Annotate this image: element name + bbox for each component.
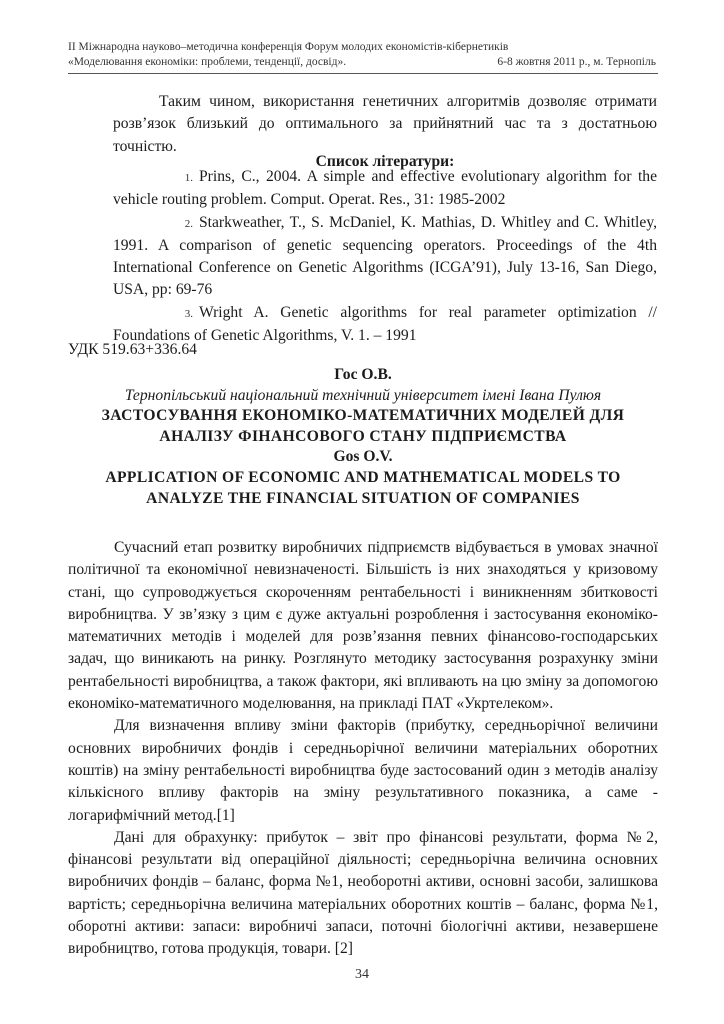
page-number: 34 <box>355 967 369 982</box>
reference-number: 1. <box>184 172 193 184</box>
conclusion-paragraph: Таким чином, використання генетичних алгоритмів дозволяє отримати розв’язок близький до оптимального за прийнятний час та з достатньою точністю. <box>113 93 657 155</box>
body-paragraph-1: Сучасний етап розвитку виробничих підприємств відбувається в умовах значної політичної та економічної невизначеності. Більшість із них знаходяться у кризовому стані, що супроводжується скороченням рентабельності і виникненням збитковості виробництва. У зв’язку з цим є дуже актуальні розроблення і застосування економіко-математичних методів і моделей для розв’язання певних фінансово-господарських задач, що виникають на ринку. Розглянуто методику застосування розрахунку зміни рентабельності виробництва, а також фактори, які впливають на цю зміну за допомогою економіко-математичного моделювання, на прикладі ПАТ «Укртелеком». <box>68 539 658 713</box>
header-line-1: II Міжнародна науково–методична конференція Форум молодих економістів-кібернетиків <box>68 41 509 53</box>
header-divider <box>68 73 658 74</box>
reference-number: 3. <box>184 307 193 320</box>
reference-number: 2. <box>184 217 193 230</box>
reference-text: Starkweather, T., S. McDaniel, K. Mathias, D. Whitley and C. Whitley, 1991. A comparison of genetic sequencing operators. Proceedings of the 4th International Conference on Genetic Algorithms (ICGA’91), July 13-16, San Diego, USA, pp: 69-76 <box>113 213 657 299</box>
article-body <box>68 537 658 961</box>
udk-code: УДК 519.63+336.64 <box>68 341 197 358</box>
author-ua: Гос О.В. <box>334 366 392 383</box>
title-ua-line-1: ЗАСТОСУВАННЯ ЕКОНОМІКО-МАТЕМАТИЧНИХ МОДЕЛЕЙ ДЛЯ <box>101 407 625 425</box>
reference-item <box>113 166 657 212</box>
references-title: Список літератури: <box>315 153 455 170</box>
article-title-block <box>68 365 658 509</box>
references-list <box>113 166 657 347</box>
reference-item <box>113 212 657 302</box>
header-line-2 <box>68 55 656 70</box>
reference-text: Prins, C., 2004. A simple and effective evolutionary algorithm for the vehicle routing problem. Comput. Operat. Res., 31: 1985-2002 <box>113 168 657 209</box>
previous-article-conclusion <box>113 91 657 158</box>
body-paragraph-2: Для визначення впливу зміни факторів (прибутку, середньорічної величини основних виробничих фондів і середньорічної величини матеріальних оборотних коштів) на зміну рентабельності виробництва буде застосований один з методів аналізу кількісного впливу факторів на зміну результативного показника, а саме - логарифмічний метод.[1] <box>68 717 658 824</box>
affiliation: Тернопільський національний технічний університет імені Івана Пулюя <box>124 386 602 404</box>
header-date-place: 6-8 жовтня 2011 р., м. Тернопіль <box>497 56 656 68</box>
title-en-line-2: ANALYZE THE FINANCIAL SITUATION OF COMPANIES <box>146 489 580 507</box>
title-ua-line-2: АНАЛІЗУ ФІНАНСОВОГО СТАНУ ПІДПРИЄМСТВА <box>159 427 567 445</box>
reference-text: Wright A. Genetic algorithms for real parameter optimization // Foundations of Genetic Algorithms, V. 1. – 1991 <box>113 303 657 345</box>
author-en: Gos O.V. <box>333 448 393 466</box>
conference-header <box>68 40 656 70</box>
header-conference-title: «Моделювання економіки: проблеми, тенденції, досвід». <box>68 56 347 68</box>
title-en-line-1: APPLICATION OF ECONOMIC AND MATHEMATICAL MODELS TO <box>105 468 621 486</box>
body-paragraph-3: Дані для обрахунку: прибуток – звіт про фінансові результати, форма №2, фінансові результати від операційної діяльності; середньорічна величина основних виробничих фондів – баланс, форма №1, необоротні активи, основні засоби, залишкова вартість; середньорічна величина матеріальних оборотних коштів – баланс, форма №1, оборотні активи: запаси: виробничі запаси, поточні біологічні активи, незавершене виробництво, готова продукція, товари. [2] <box>68 828 658 958</box>
